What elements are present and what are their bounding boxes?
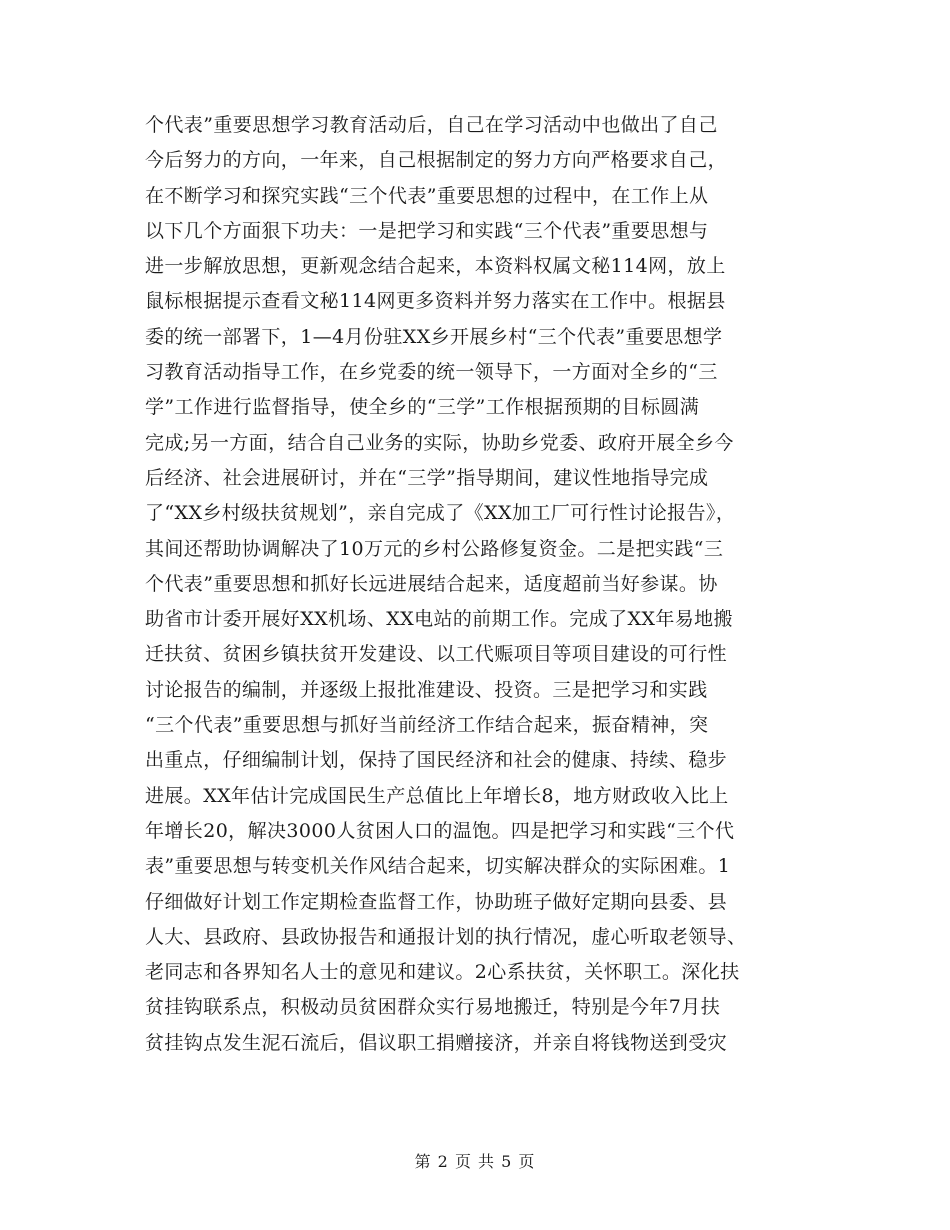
text-line: 习教育活动指导工作，在乡党委的统一领导下，一方面对全乡的“三 xyxy=(145,361,718,384)
document-body xyxy=(145,108,815,1061)
text-line: 委的统一部署下，1—4月份驻XX乡开展乡村“三个代表”重要思想学 xyxy=(145,325,723,348)
text-line: 以下几个方面狠下功夫：一是把学习和实践“三个代表”重要思想与 xyxy=(145,219,709,242)
page-number-footer: 第 2 页 共 5 页 xyxy=(414,1152,536,1171)
text-line: 今后努力的方向，一年来，自己根据制定的努力方向严格要求自己， xyxy=(145,149,728,172)
text-line: 出重点，仔细编制计划，保持了国民经济和社会的健康、持续、稳步 xyxy=(145,749,728,772)
text-line: 鼠标根据提示查看文秘114网更多资料并努力落实在工作中。根据县 xyxy=(145,290,726,313)
text-line: 在不断学习和探究实践“三个代表”重要思想的过程中，在工作上从 xyxy=(145,184,709,207)
text-line: 助省市计委开展好XX机场、XX电站的前期工作。完成了XX年易地搬 xyxy=(145,608,733,631)
text-line: “三个代表”重要思想与抓好当前经济工作结合起来，振奋精神，突 xyxy=(145,714,709,737)
text-line: 后经济、社会进展研讨，并在“三学”指导期间，建议性地指导完成 xyxy=(145,466,709,489)
text-line: 贫挂钩点发生泥石流后，倡议职工捐赠接济，并亲自将钱物送到受灾 xyxy=(145,1031,728,1054)
text-line: 完成;另一方面，结合自己业务的实际，协助乡党委、政府开展全乡今 xyxy=(145,431,734,454)
text-line: 表”重要思想与转变机关作风结合起来，切实解决群众的实际困难。1 xyxy=(145,855,731,878)
text-line: 进一步解放思想，更新观念结合起来，本资料权属文秘114网，放上 xyxy=(145,255,726,278)
text-line: 迁扶贫、贫困乡镇扶贫开发建设、以工代赈项目等项目建设的可行性 xyxy=(145,643,728,666)
text-line: 贫挂钩联系点，积极动员贫困群众实行易地搬迁，特别是今年7月扶 xyxy=(145,996,721,1019)
text-line: 学”工作进行监督指导，使全乡的“三学”工作根据预期的目标圆满 xyxy=(145,396,700,419)
text-line: 年增长20，解决3000人贫困人口的温饱。四是把学习和实践“三个代 xyxy=(145,819,735,842)
text-line: 其间还帮助协调解决了10万元的乡村公路修复资金。二是把实践“三 xyxy=(145,537,724,560)
text-line: 了“XX乡村级扶贫规划”，亲自完成了《XX加工厂可行性讨论报告》， xyxy=(145,502,736,525)
text-line: 个代表”重要思想学习教育活动后，自己在学习活动中也做出了自己 xyxy=(145,114,718,136)
text-line: 老同志和各界知名人士的意见和建议。2心系扶贫，关怀职工。深化扶 xyxy=(145,961,740,984)
text-line: 进展。XX年估计完成国民生产总值比上年增长8，地方财政收入比上 xyxy=(145,784,729,807)
text-line: 仔细做好计划工作定期检查监督工作，协助班子做好定期向县委、县 xyxy=(145,890,728,913)
text-line: 人大、县政府、县政协报告和通报计划的执行情况，虚心听取老领导、 xyxy=(145,925,747,948)
text-line: 讨论报告的编制，并逐级上报批准建设、投资。三是把学习和实践 xyxy=(145,678,708,701)
text-line: 个代表”重要思想和抓好长远进展结合起来，适度超前当好参谋。协 xyxy=(145,572,718,595)
